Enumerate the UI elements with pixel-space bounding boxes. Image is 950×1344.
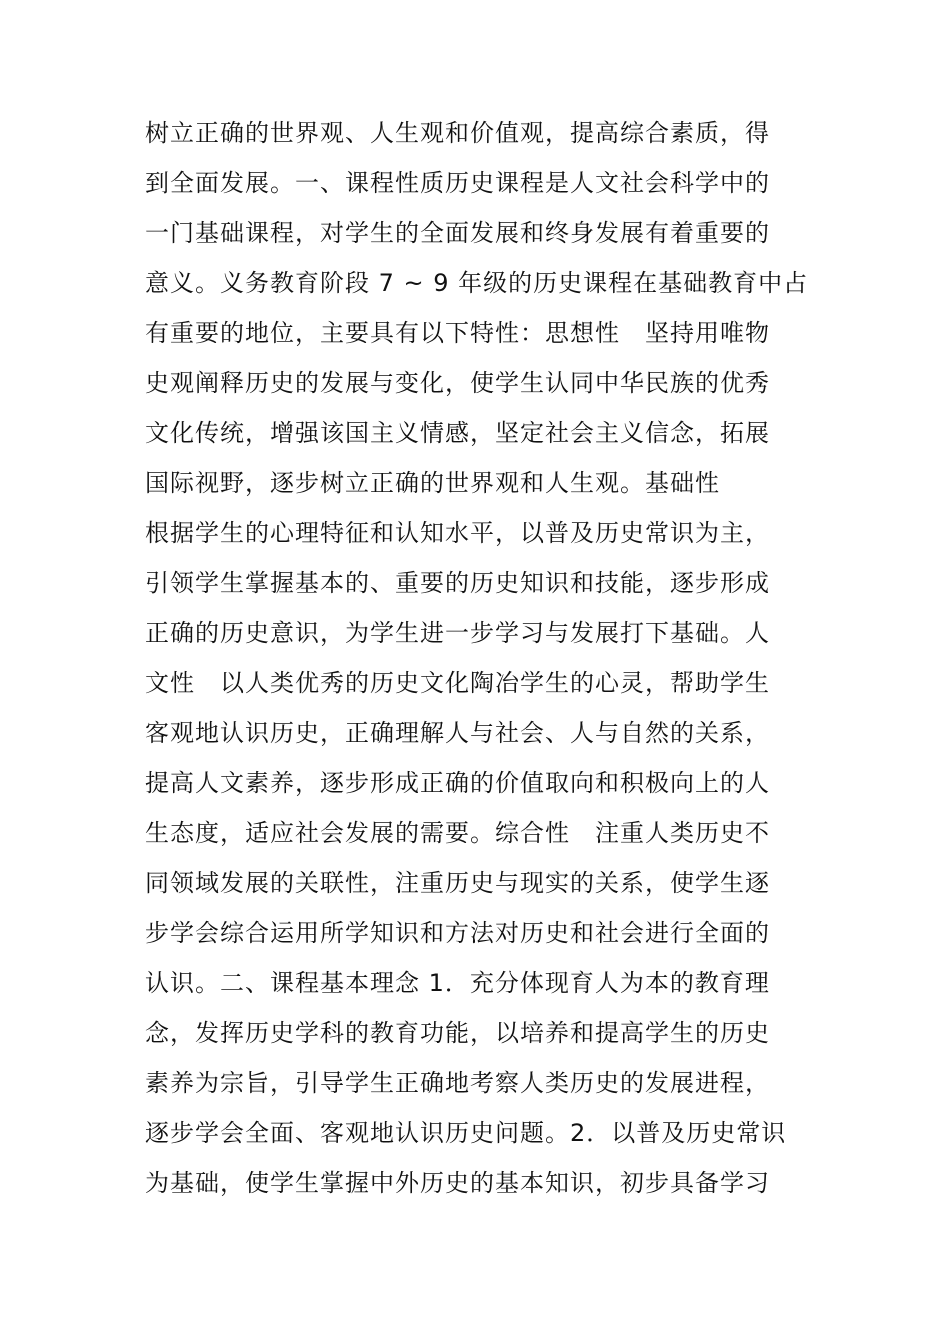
text-line-1: 树立正确的世界观、人生观和价值观，提高综合素质，得	[145, 119, 770, 147]
text-line-17: 步学会综合运用所学知识和方法对历史和社会进行全面的	[145, 919, 770, 947]
text-line-20: 素养为宗旨，引导学生正确地考察人类历史的发展进程，	[145, 1069, 770, 1097]
text-line-12: 文性 以人类优秀的历史文化陶冶学生的心灵，帮助学生	[145, 669, 770, 697]
text-line-5: 有重要的地位，主要具有以下特性：思想性 坚持用唯物	[145, 319, 770, 347]
text-line-22: 为基础，使学生掌握中外历史的基本知识，初步具备学习	[145, 1169, 770, 1197]
text-line-10: 引领学生掌握基本的、重要的历史知识和技能，逐步形成	[145, 569, 770, 597]
text-line-9: 根据学生的心理特征和认知水平，以普及历史常识为主，	[145, 519, 770, 547]
text-line-8: 国际视野，逐步树立正确的世界观和人生观。基础性	[145, 469, 720, 497]
text-line-19: 念，发挥历史学科的教育功能，以培养和提高学生的历史	[145, 1019, 770, 1047]
text-line-14: 提高人文素养，逐步形成正确的价值取向和积极向上的人	[145, 769, 770, 797]
text-line-18: 认识。二、课程基本理念 1．充分体现育人为本的教育理	[145, 969, 770, 997]
text-line-7: 文化传统，增强该国主义情感，坚定社会主义信念，拓展	[145, 419, 770, 447]
text-line-11: 正确的历史意识，为学生进一步学习与发展打下基础。人	[145, 619, 770, 647]
text-line-15: 生态度，适应社会发展的需要。综合性 注重人类历史不	[145, 819, 770, 847]
text-line-2: 到全面发展。一、课程性质历史课程是人文社会科学中的	[145, 169, 770, 197]
text-line-4: 意义。义务教育阶段 7 ~ 9 年级的历史课程在基础教育中占	[145, 269, 809, 297]
body-text	[145, 108, 825, 1208]
text-line-6: 史观阐释历史的发展与变化，使学生认同中华民族的优秀	[145, 369, 770, 397]
text-line-13: 客观地认识历史，正确理解人与社会、人与自然的关系，	[145, 719, 770, 747]
text-line-16: 同领域发展的关联性，注重历史与现实的关系，使学生逐	[145, 869, 770, 897]
text-line-3: 一门基础课程，对学生的全面发展和终身发展有着重要的	[145, 219, 770, 247]
text-line-21: 逐步学会全面、客观地认识历史问题。2．以普及历史常识	[145, 1119, 787, 1147]
